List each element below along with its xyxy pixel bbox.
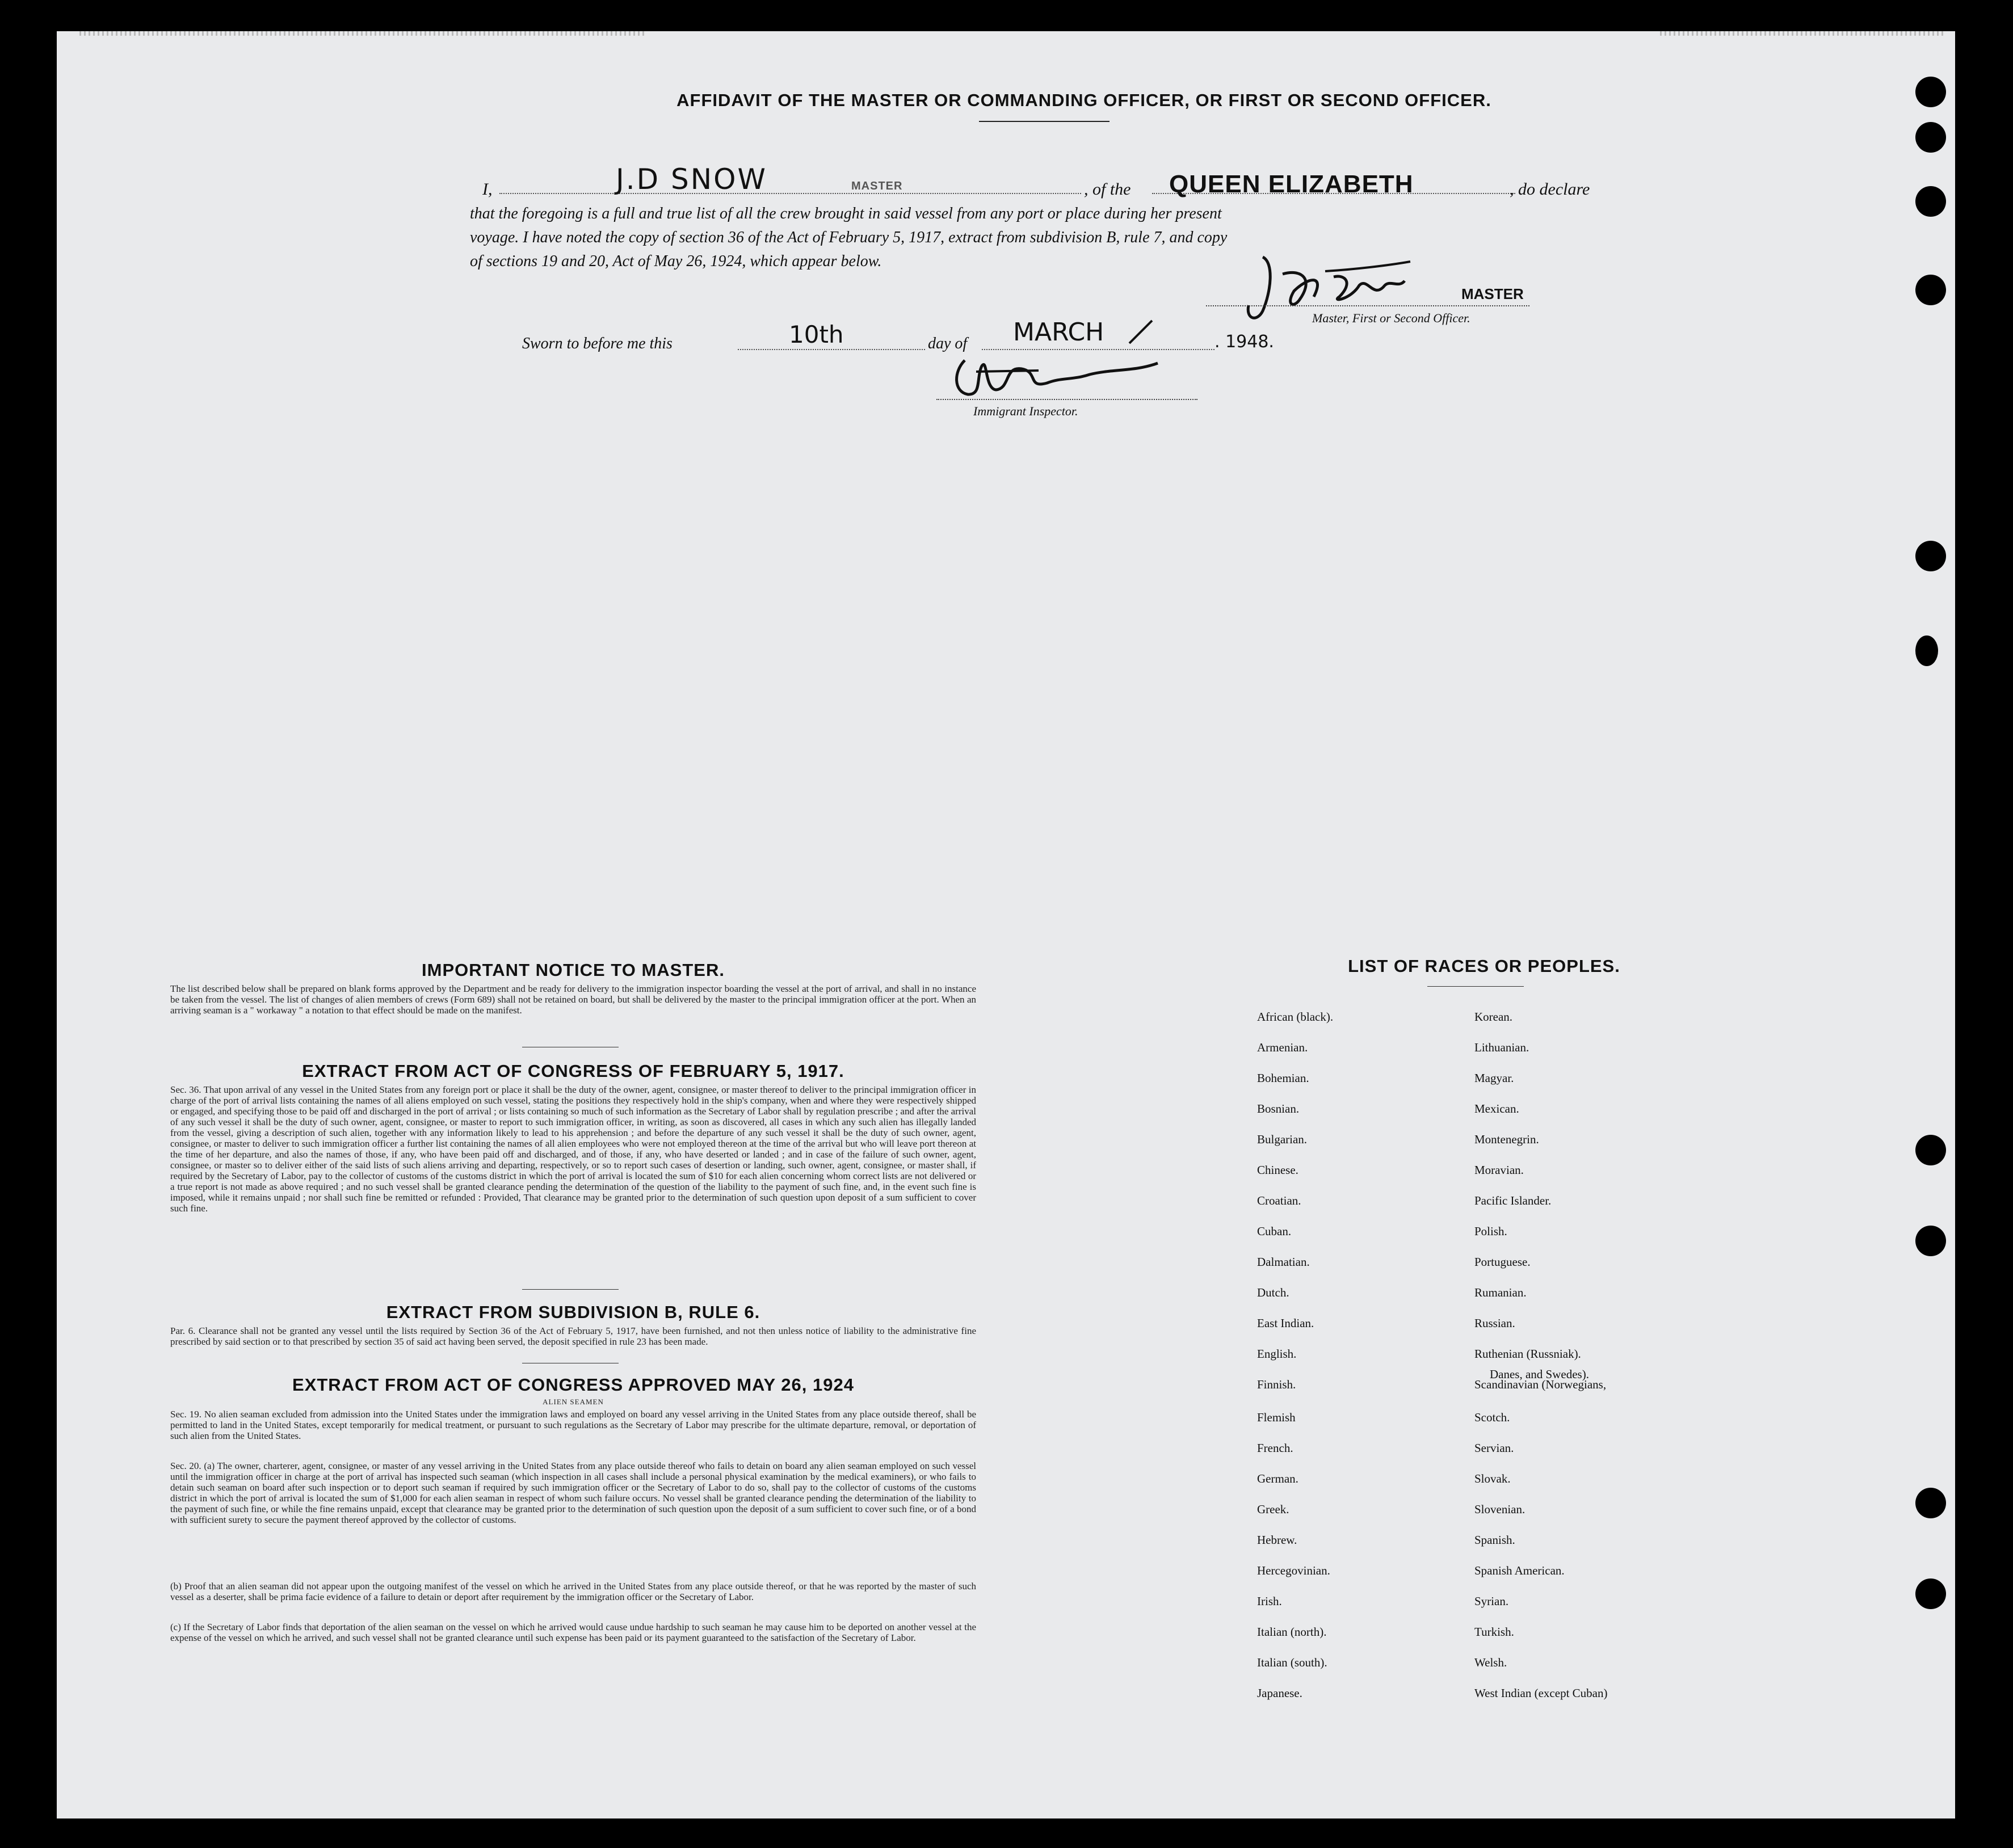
of-the-label: , of the <box>1084 180 1131 199</box>
race-item: Scotch. <box>1474 1411 1510 1424</box>
sworn-day: 10th <box>789 321 844 348</box>
race-item: Irish. <box>1257 1594 1282 1608</box>
race-item: Italian (south). <box>1257 1656 1327 1669</box>
master-name: J.D SNOW <box>616 163 767 196</box>
race-item: Portuguese. <box>1474 1255 1531 1269</box>
inspector-caption: Immigrant Inspector. <box>973 404 1078 418</box>
signature-title: MASTER <box>1461 285 1524 302</box>
race-item: Slovenian. <box>1474 1502 1525 1516</box>
race-item: Turkish. <box>1474 1625 1514 1639</box>
subdivision-text: Par. 6. Clearance shall not be granted any vessel until the lists required by Section 36 of the Act of February 5, 1917, have been furnished, and not then unless notice of liability to the administrative fine prescribed by said section or to that prescribed by section 35 of said act having been served, the deposit specified in rule 23 has been made. <box>170 1325 976 1348</box>
top-right-edge-marks <box>1660 31 1944 36</box>
affidavit-line-2: voyage. I have noted the copy of section 36 of the Act of February 5, 1917, extract from subdivision B, rule 7, and copy <box>470 229 1228 246</box>
race-item: African (black). <box>1257 1010 1334 1024</box>
vessel-name: QUEEN ELIZABETH <box>1169 170 1414 198</box>
race-item: Croatian. <box>1257 1194 1301 1207</box>
binder-hole <box>1915 122 1946 153</box>
race-item: Korean. <box>1474 1010 1513 1024</box>
race-item: Spanish American. <box>1474 1564 1565 1577</box>
race-item: Magyar. <box>1474 1071 1514 1085</box>
race-item: Servian. <box>1474 1441 1514 1455</box>
notice-title: IMPORTANT NOTICE TO MASTER. <box>422 960 725 980</box>
day-of-label: day of <box>928 335 968 352</box>
name-line <box>499 193 1081 194</box>
race-item: Russian. <box>1474 1316 1515 1330</box>
binder-hole <box>1915 635 1938 666</box>
race-item: Lithuanian. <box>1474 1041 1529 1054</box>
races-divider <box>1427 986 1524 987</box>
extract-1917-title: EXTRACT FROM ACT OF CONGRESS OF FEBRUARY 5, 1917. <box>302 1061 844 1081</box>
signature-line <box>1206 305 1529 306</box>
race-item: English. <box>1257 1347 1297 1361</box>
binder-hole <box>1915 1488 1946 1518</box>
race-item: Rumanian. <box>1474 1286 1527 1299</box>
race-item: Dalmatian. <box>1257 1255 1310 1269</box>
race-item: Welsh. <box>1474 1656 1507 1669</box>
affidavit-title: AFFIDAVIT OF THE MASTER OR COMMANDING OFFICER, OR FIRST OR SECOND OFFICER. <box>676 90 1491 110</box>
race-item: Chinese. <box>1257 1163 1298 1177</box>
binder-hole <box>1915 77 1946 107</box>
inspector-line <box>936 399 1197 400</box>
race-item: Mexican. <box>1474 1102 1519 1115</box>
binder-hole <box>1915 1578 1946 1609</box>
race-item: Italian (north). <box>1257 1625 1327 1639</box>
extract-1917-divider <box>522 1289 619 1290</box>
race-item: Ruthenian (Russniak). <box>1474 1347 1581 1361</box>
extract-1924-sec19: Sec. 19. No alien seaman excluded from admission into the United States under the immigration laws and employed on board any vessel arriving in the United States from any place outside thereof, shall be permitted to land in the United States, except temporarily for medical treatment, or pursuant to such regulations as the Secretary of Labor may prescribe for the ultimate departure, removal, or deportation of such alien from the United States. <box>170 1409 976 1442</box>
race-item: Finnish. <box>1257 1378 1296 1391</box>
race-scandinavian-cont: Danes, and Swedes). <box>1490 1367 1589 1381</box>
race-item: Syrian. <box>1474 1594 1509 1608</box>
race-item: Spanish. <box>1474 1533 1515 1547</box>
race-item: Cuban. <box>1257 1224 1292 1238</box>
race-item: East Indian. <box>1257 1316 1314 1330</box>
race-item: Hercegovinian. <box>1257 1564 1330 1577</box>
sworn-month: MARCH <box>1013 318 1104 347</box>
race-item: Bohemian. <box>1257 1071 1309 1085</box>
sworn-year: . 1948. <box>1214 332 1274 352</box>
binder-hole <box>1915 541 1946 571</box>
race-item: Armenian. <box>1257 1041 1308 1054</box>
race-item: Polish. <box>1474 1224 1507 1238</box>
races-title: LIST OF RACES OR PEOPLES. <box>1348 956 1620 976</box>
inspector-signature <box>942 349 1186 406</box>
extract-1924-sec20b: (b) Proof that an alien seaman did not appear upon the outgoing manifest of the vessel on which he arrived in the United States from any place outside thereof, or that he was reported by the master of such vessel as a deserter, shall be prima facie evidence of a failure to detain or deport after requirement by the immigration officer or the Secretary of Labor. <box>170 1581 976 1603</box>
race-item: Greek. <box>1257 1502 1289 1516</box>
title-divider <box>979 121 1110 122</box>
sworn-day-line <box>738 349 925 350</box>
race-item: West Indian (except Cuban) <box>1474 1686 1608 1700</box>
extract-1924-subtitle: ALIEN SEAMEN <box>543 1397 604 1406</box>
notice-text: The list described below shall be prepared on blank forms approved by the Department and be ready for delivery to the immigration inspector boarding the vessel at the port of arrival, and shall in no instance be taken from the vessel. The list of changes of alien members of crews (Form 689) shall not be retained on board, but shall be delivered by the master to the principal immigration officer at the port. When an arriving seaman is a " workaway " a notation to that effect should be made on the manifest. <box>170 983 976 1016</box>
race-item: Slovak. <box>1474 1472 1511 1485</box>
month-slash <box>1124 318 1158 346</box>
race-item: Hebrew. <box>1257 1533 1297 1547</box>
race-item: German. <box>1257 1472 1298 1485</box>
extract-1917-text: Sec. 36. That upon arrival of any vessel in the United States from any foreign port or place it shall be the duty of the owner, agent, consignee, or master thereof to deliver to the principal immigration officer in charge of the port of arrival lists containing the names of all aliens employed on such vessel, stating the positions they respectively hold in the ship's company, when and where they were respectively shipped or engaged, and specifying those to be paid off and discharged in the port of arrival ; or lists containing so much of such information as the Secretary of Labor shall by regulation prescribe ; and after the arrival of any such vessel it shall be the duty of such owner, agent, consignee, or master to report to such immigration officer, in writing, as soon as discovered, all cases in which any such alien has illegally landed from the vessel, giving a description of such alien, together with any information likely to lead to his apprehension ; and before the departure of any such vessel it shall be the duty of such owner, agent, consignee, or master to deliver to such immigration officer a further list containing the names of all alien employees who were not employed thereon at the time of the arrival but who will leave port thereon at the time of her departure, and also the names of those, if any, who have been paid off and discharged, and of those, if any, who have deserted or landed ; and in case of the failure of such owner, agent, consignee, or master so to deliver either of the said lists of such aliens arriving and departing, respectively, or so to report such cases of desertion or landing, such owner, agent, consignee, or master shall, if required by the Secretary of Labor, pay to the collector of customs of the customs district in which the port of arrival is located the sum of $10 for each alien concerning whom correct lists are not delivered or a true report is not made as above required ; and no such vessel shall be granted clearance pending the determination of the question of the liability to the payment of such fine, and, in the event such fine is imposed, while it remains unpaid ; nor shall such fine be remitted or refunded : Provided, That clearance may be granted prior to the determination of such question upon deposit of a sum sufficient to cover such fine. <box>170 1084 976 1214</box>
binder-hole <box>1915 1135 1946 1165</box>
document-page <box>57 31 1955 1818</box>
binder-hole <box>1915 275 1946 305</box>
race-item: Scandinavian (Norwegians, <box>1474 1378 1607 1391</box>
subdivision-title: EXTRACT FROM SUBDIVISION B, RULE 6. <box>386 1302 760 1322</box>
affidavit-line-1: that the foregoing is a full and true list of all the crew brought in said vessel from any port or place during her present <box>470 205 1222 222</box>
top-edge-marks <box>79 31 647 36</box>
race-item: Dutch. <box>1257 1286 1289 1299</box>
i-label: I, <box>482 180 493 199</box>
race-item: Pacific Islander. <box>1474 1194 1552 1207</box>
signature-caption: Master, First or Second Officer. <box>1312 311 1470 325</box>
binder-hole <box>1915 186 1946 217</box>
extract-1924-title: EXTRACT FROM ACT OF CONGRESS APPROVED MAY 26, 1924 <box>292 1375 854 1395</box>
sworn-label: Sworn to before me this <box>522 335 673 352</box>
extract-1924-sec20c: (c) If the Secretary of Labor finds that deportation of the alien seaman on the vessel on which he arrived would cause undue hardship to such seaman he may cause him to be deported on another vessel at the expense of the vessel on which he arrived, and such vessel shall not be granted clearance until such expense has been paid or its payment guaranteed to the satisfaction of the Secretary of Labor. <box>170 1622 976 1644</box>
race-item: Montenegrin. <box>1474 1133 1539 1146</box>
master-stamp: MASTER <box>851 180 903 192</box>
race-item: Moravian. <box>1474 1163 1524 1177</box>
extract-1924-sec20a: Sec. 20. (a) The owner, charterer, agent, consignee, or master of any vessel arriving in the United States from any place outside thereof who fails to detain on board any alien seaman employed on such vessel until the immigration officer in charge at the port of arrival has inspected such seaman (which inspection in all cases shall include a personal physical examination by the medical examiners), or who fails to detain such seaman on board after such inspection or to deport such seaman if required by such immigration officer or the Secretary of Labor to do so, shall pay to the collector of customs of the customs district in which the port of arrival is located the sum of $1,000 for each alien seaman in respect of whom such failure occurs. No vessel shall be granted clearance pending the determination of the liability to the payment of such fine, or while the fine remains unpaid, except that clearance may be granted prior to the determination of such question upon the deposit of a sum sufficient to cover such fine, or of a bond with sufficient surety to secure the payment thereof approved by the collector of customs. <box>170 1460 976 1526</box>
affidavit-line-3: of sections 19 and 20, Act of May 26, 1924, which appear below. <box>470 252 882 270</box>
race-item: Japanese. <box>1257 1686 1302 1700</box>
race-item: Flemish <box>1257 1411 1296 1424</box>
race-item: French. <box>1257 1441 1293 1455</box>
race-item: Bosnian. <box>1257 1102 1300 1115</box>
do-declare-label: , do declare <box>1510 180 1590 199</box>
race-item: Bulgarian. <box>1257 1133 1308 1146</box>
binder-hole <box>1915 1226 1946 1256</box>
